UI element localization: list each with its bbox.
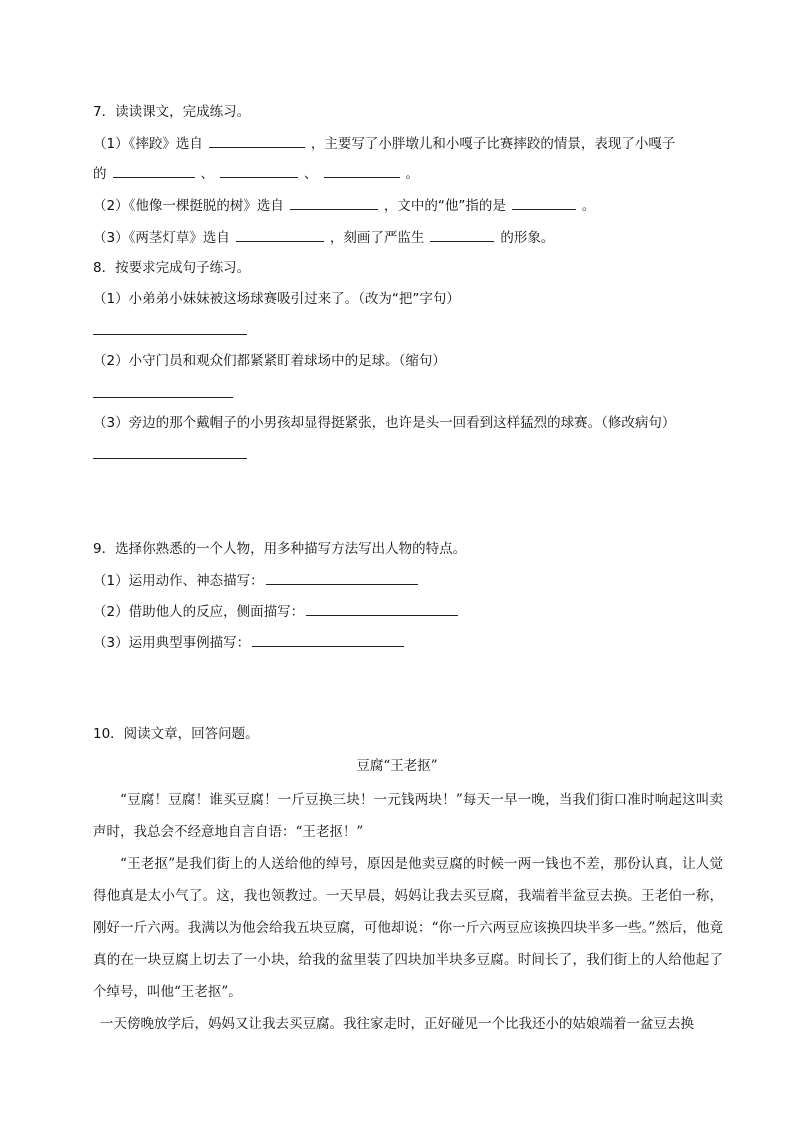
article-paragraph-3: 一天傍晚放学后，妈妈又让我去买豆腐。我往家走时，正好碰见一个比我还小的姑娘端着一盆豆去换 bbox=[100, 1016, 694, 1032]
answer-blank[interactable] bbox=[512, 195, 576, 210]
answer-blank[interactable] bbox=[113, 163, 195, 178]
q9-item-3-label: （3）运用典型事例描写： bbox=[93, 635, 251, 651]
answer-line[interactable] bbox=[93, 458, 247, 459]
q8-heading: 8．按要求完成句子练习。 bbox=[93, 260, 251, 276]
answer-line[interactable] bbox=[93, 334, 247, 335]
q7-item-2-end: 。 bbox=[581, 198, 596, 214]
q9-heading: 9．选择你熟悉的一个人物，用多种描写方法写出人物的特点。 bbox=[93, 541, 467, 557]
answer-blank[interactable] bbox=[306, 601, 458, 616]
q7-heading: 7．读读课文，完成练习。 bbox=[93, 104, 251, 120]
answer-line[interactable] bbox=[93, 397, 233, 398]
q9-item-1 bbox=[93, 570, 424, 591]
q10-heading: 10．阅读文章，回答问题。 bbox=[93, 726, 259, 742]
q7-item-3-end: 的形象。 bbox=[500, 230, 555, 246]
q7-item-1 bbox=[93, 133, 675, 154]
q7-item-1-suffix: ，主要写了小胖墩儿和小嘎子比赛摔跤的情景，表现了小嘎子 bbox=[310, 136, 676, 152]
article-paragraph-1: “豆腐！豆腐！谁买豆腐！一斤豆换三块！一元钱两块！”每天一早一晚，当我们街口准时响起这叫卖声时，我总会不经意地自言自语：“王老抠！” bbox=[93, 792, 723, 840]
q9-item-3 bbox=[93, 632, 410, 653]
q7-item-1-de: 的 bbox=[93, 166, 107, 182]
q8-item-1: （1）小弟弟小妹妹被这场球赛吸引过来了。（改为“把”字句） bbox=[93, 291, 460, 307]
answer-blank[interactable] bbox=[236, 227, 324, 242]
article-paragraph-2: “王老抠”是我们街上的人送给他的绰号，原因是他卖豆腐的时候一两一钱也不差，那份认真，让人觉得他真是太小气了。这，我也领教过。一天早晨，妈妈让我去买豆腐，我端着半盆豆去换。王老伯一称，刚好一斤六两。我满以为他会给我五块豆腐，可他却说：“你一斤六两豆应该换四块半多一些。”然后，他竟真的在一块豆腐上切去了一小块，给我的盆里装了四块加半块多豆腐。时间长了，我们街上的人给他起了个绰号，叫他“王老抠”。 bbox=[93, 856, 723, 1000]
q9-item-1-label: （1）运用动作、神态描写： bbox=[93, 573, 264, 589]
q7-item-1-prefix: （1）《摔跤》选自 bbox=[93, 136, 203, 152]
separator: 、 bbox=[200, 166, 214, 182]
q7-item-1-cont bbox=[93, 163, 419, 184]
answer-blank[interactable] bbox=[266, 570, 418, 585]
answer-blank[interactable] bbox=[430, 227, 494, 242]
q8-item-3: （3）旁边的那个戴帽子的小男孩却显得挺紧张，也许是头一回看到这样猛烈的球赛。（修改病句） bbox=[93, 415, 676, 431]
article-title: 豆腐“王老抠” bbox=[356, 758, 438, 774]
answer-blank[interactable] bbox=[290, 195, 378, 210]
q9-item-2 bbox=[93, 601, 464, 622]
q7-item-3-middle: ，刻画了严监生 bbox=[329, 230, 425, 246]
separator: 、 bbox=[304, 166, 318, 182]
answer-blank[interactable] bbox=[324, 163, 400, 178]
answer-blank[interactable] bbox=[252, 632, 404, 647]
q9-item-2-label: （2）借助他人的反应，侧面描写： bbox=[93, 604, 305, 620]
q7-item-2 bbox=[93, 195, 595, 216]
q7-item-3-prefix: （3）《两茎灯草》选自 bbox=[93, 230, 230, 246]
q7-item-2-middle: ，文中的“他”指的是 bbox=[383, 198, 506, 214]
q8-item-2: （2）小守门员和观众们都紧紧盯着球场中的足球。（缩句） bbox=[93, 353, 446, 369]
q7-item-3 bbox=[93, 227, 554, 248]
answer-blank[interactable] bbox=[209, 133, 305, 148]
answer-blank[interactable] bbox=[220, 163, 298, 178]
q7-item-1-end: 。 bbox=[405, 166, 419, 182]
q7-item-2-prefix: （2）《他像一棵挺脱的树》选自 bbox=[93, 198, 284, 214]
